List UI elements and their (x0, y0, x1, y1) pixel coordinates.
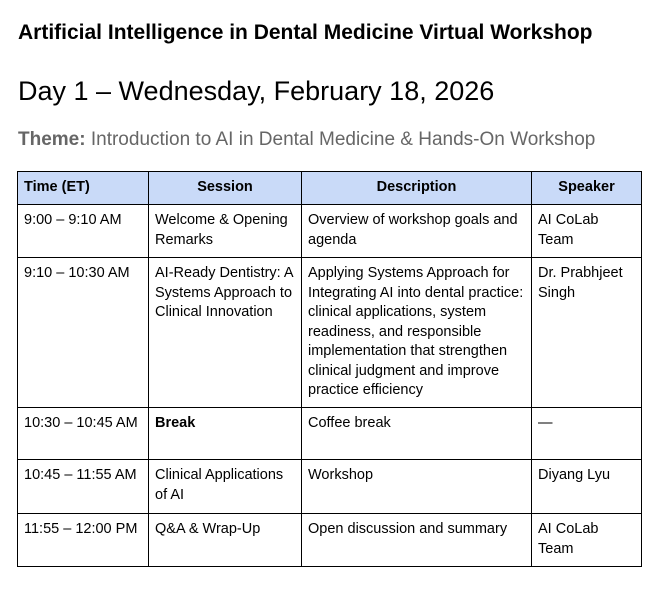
table-row (18, 258, 642, 408)
cell-time: 9:10 – 10:30 AM (18, 258, 149, 408)
header-time: Time (ET) (18, 172, 149, 205)
cell-speaker: AI CoLab Team (532, 514, 642, 567)
cell-time: 11:55 – 12:00 PM (18, 514, 149, 567)
cell-session: Break (149, 408, 302, 460)
cell-description: Coffee break (302, 408, 532, 460)
cell-speaker: AI CoLab Team (532, 205, 642, 258)
table-header-row (18, 172, 642, 205)
schedule-table (17, 171, 642, 567)
cell-speaker: Diyang Lyu (532, 460, 642, 514)
header-description: Description (302, 172, 532, 205)
cell-time: 9:00 – 9:10 AM (18, 205, 149, 258)
cell-description: Workshop (302, 460, 532, 514)
cell-session: Q&A & Wrap-Up (149, 514, 302, 567)
day-heading: Day 1 – Wednesday, February 18, 2026 (18, 76, 495, 106)
theme-text: Introduction to AI in Dental Medicine & Hands-On Workshop (85, 129, 596, 150)
table-row (18, 460, 642, 514)
theme-line (18, 129, 595, 151)
table-row (18, 408, 642, 460)
cell-time: 10:30 – 10:45 AM (18, 408, 149, 460)
cell-time: 10:45 – 11:55 AM (18, 460, 149, 514)
cell-description: Overview of workshop goals and agenda (302, 205, 532, 258)
cell-session: Welcome & Opening Remarks (149, 205, 302, 258)
cell-session: AI-Ready Dentistry: A Systems Approach to Clinical Innovation (149, 258, 302, 408)
theme-label: Theme: (18, 129, 86, 150)
cell-speaker: — (532, 408, 642, 460)
header-session: Session (149, 172, 302, 205)
document-title: Artificial Intelligence in Dental Medicine Virtual Workshop (18, 21, 593, 44)
header-speaker: Speaker (532, 172, 642, 205)
table-row (18, 514, 642, 567)
table-row (18, 205, 642, 258)
cell-session: Clinical Applications of AI (149, 460, 302, 514)
cell-description: Applying Systems Approach for Integrating AI into dental practice: clinical applications, system readiness, and responsible implementation that strengthen clinical judgment and improve practice efficiency (302, 258, 532, 408)
cell-speaker: Dr. Prabhjeet Singh (532, 258, 642, 408)
cell-description: Open discussion and summary (302, 514, 532, 567)
